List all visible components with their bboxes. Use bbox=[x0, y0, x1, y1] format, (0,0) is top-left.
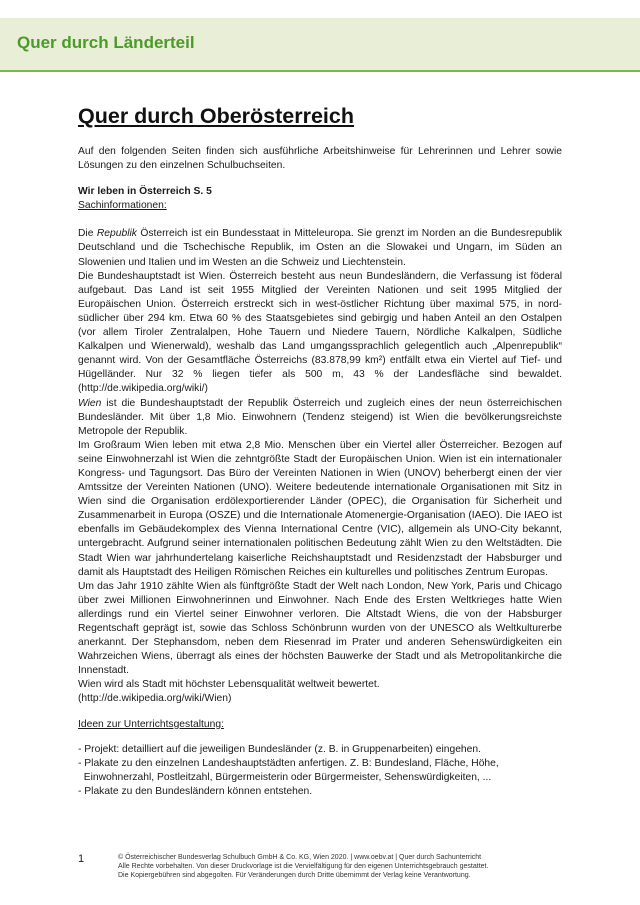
footer-line: Die Kopiergebühren sind abgegolten. Für Veränderungen durch Dritte übernimmt der Verlag keine Verantwortung. bbox=[118, 872, 471, 879]
page-title: Quer durch Oberösterreich bbox=[78, 104, 354, 128]
spacer bbox=[78, 707, 562, 718]
paragraph-bundeshauptstadt: Die Bundeshauptstadt ist Wien. Österreich besteht aus neun Bundesländern, die Verfassung ist föderal aufgebaut. Das Land ist seit 1955 Mitglied der Vereinten Nationen und seit 1995 Mitglied der Europäischen Union. Österreich erstreckt sich in west-östlicher Richtung über maximal 575, in nord-südlicher über 294 km. Etwa 60 % des Staatsgebietes sind gebirgig und haben Anteil an den Ostalpen (vor allem Tiroler Zentralalpen, Hohe Tauern und Niedere Tauern, Nördliche Kalkalpen, Südliche Kalkalpen und Wienerwald), weshalb das Land umgangssprachlich gelegentlich auch „Alpenrepublik“ genannt wird. Von der Gesamtfläche Österreichs (83.878,99 km²) entfällt etwa ein Viertel auf Tief- und Hügelländer. Nur 32 % liegen tiefer als 500 m, 43 % der Landesfläche sind bewaldet. (http://de.wikipedia.org/wiki/) bbox=[78, 270, 562, 395]
footer-line: Alle Rechte vorbehalten. Von dieser Druckvorlage ist die Vervielfältigung für den eigenen Unterrichtsgebrauch gestattet. bbox=[118, 863, 489, 870]
footer-copyright bbox=[118, 853, 608, 880]
paragraph-1910: Um das Jahr 1910 zählte Wien als fünftgrößte Stadt der Welt nach London, New York, Paris und Chicago über zwei Millionen Einwohnerinnen und Einwohner. Nach Ende des Ersten Weltkrieges hatte Wien allerdings rund ein Viertel seiner Einwohner verloren. Die Altstadt Wiens, die von der Habsburger Regentschaft geprägt ist, sowie das Schloss Schönbrunn wurden von der UNESCO als Weltkulturerbe anerkannt. Der Stephansdom, neben dem Riesenrad im Prater und anderen Sehenswürdigkeiten ein Wahrzeichen Wiens, überragt als eines der höchsten Bauwerke der Stadt und als Metropolitankirche die Innenstadt. bbox=[78, 580, 562, 677]
section-heading: Wir leben in Österreich S. 5 bbox=[78, 186, 212, 198]
paragraph-wien bbox=[78, 397, 562, 439]
list-item: - Projekt: detailliert auf die jeweiligen Bundesländer (z. B. in Gruppenarbeiten) eingehen. bbox=[78, 743, 481, 755]
list-item: - Plakate zu den Bundesländern können entstehen. bbox=[78, 785, 313, 797]
header-rule bbox=[0, 70, 640, 72]
paragraph-lebensqualitaet: Wien wird als Stadt mit höchster Lebensqualität weltweit bewertet. bbox=[78, 679, 380, 691]
paragraph-republik bbox=[78, 227, 562, 269]
p1-italic: Republik bbox=[96, 228, 137, 240]
p1-before: Die bbox=[78, 228, 97, 240]
list-item: - Plakate zu den einzelnen Landeshauptstädten anfertigen. Z. B: Bundesland, Fläche, Höhe, bbox=[78, 757, 499, 769]
spacer bbox=[78, 213, 562, 227]
footer-line: © Österreichischer Bundesverlag Schulbuch GmbH & Co. KG, Wien 2020. | www.oebv.at | Quer durch Sachunterricht bbox=[118, 854, 482, 861]
section-subheading: Sachinformationen: bbox=[78, 200, 167, 212]
p3-after: ist die Bundeshauptstadt der Republik Österreich und zugleich eines der neun österreichischen Bundesländer. Mit über 1,8 Mio. Einwohnern (Tendenz steigend) ist Wien die bevölkerungsreichste Metropole der Republik. bbox=[78, 397, 562, 437]
header-title: Quer durch Länderteil bbox=[17, 33, 195, 52]
page-content bbox=[78, 104, 562, 799]
ideas-list bbox=[78, 743, 562, 799]
paragraph-source: (http://de.wikipedia.org/wiki/Wien) bbox=[78, 693, 232, 705]
intro-text: Auf den folgenden Seiten finden sich ausführliche Arbeitshinweise für Lehrerinnen und Lehrer sowie Lösungen zu den einzelnen Schulbuchseiten. bbox=[78, 146, 562, 172]
p3-italic: Wien bbox=[78, 397, 102, 409]
p1-after: Österreich ist ein Bundesstaat in Mitteleuropa. Sie grenzt im Norden an die Bundesrepublik Deutschland und die Tschechische Republik, im Osten an die Slowakei und Ungarn, im Süden an Slowenien und Italien und im Westen an die Schweiz und Liechtenstein. bbox=[78, 228, 562, 268]
list-item: Einwohnerzahl, Postleitzahl, Bürgermeisterin oder Bürgermeister, Sehenswürdigkeiten, ... bbox=[78, 771, 492, 783]
ideas-heading: Ideen zur Unterrichtsgestaltung: bbox=[78, 718, 224, 730]
paragraph-grossraum: Im Großraum Wien leben mit etwa 2,8 Mio. Menschen über ein Viertel aller Österreicher. Bezogen auf seine Einwohnerzahl ist Wien die zehntgrößte Stadt der Europäischen Union. Wien ist ein internationaler Kongress- und Tagungsort. Das Büro der Vereinten Nationen in Wien (UNOV) beherbergt einen der vier Amtssitze der Vereinten Nationen (UNO). Weitere bedeutende internationale Organisationen mit Sitz in Wien sind die Organisation erdölexportierender Länder (OPEC), die Organisation für Sicherheit und Zusammenarbeit in Europa (OSZE) und die Internationale Atomenergie-Organisation (IAEO). Die IAEO ist ebenfalls im Gebäudekomplex des Vienna International Centre (VIC), allgemein als UNO-City bekannt, untergebracht. Aufgrund seiner internationalen politischen Bedeutung zählt Wien zu den Weltstädten. Die Stadt Wien war jahrhundertelang kaiserliche Reichshauptstadt und Residenzstadt der Habsburger und damit als Hauptstadt des Heiligen Römischen Reiches ein kulturelles und politisches Zentrum Europas. bbox=[78, 439, 562, 578]
spacer bbox=[78, 732, 562, 743]
page-number: 1 bbox=[78, 853, 85, 865]
